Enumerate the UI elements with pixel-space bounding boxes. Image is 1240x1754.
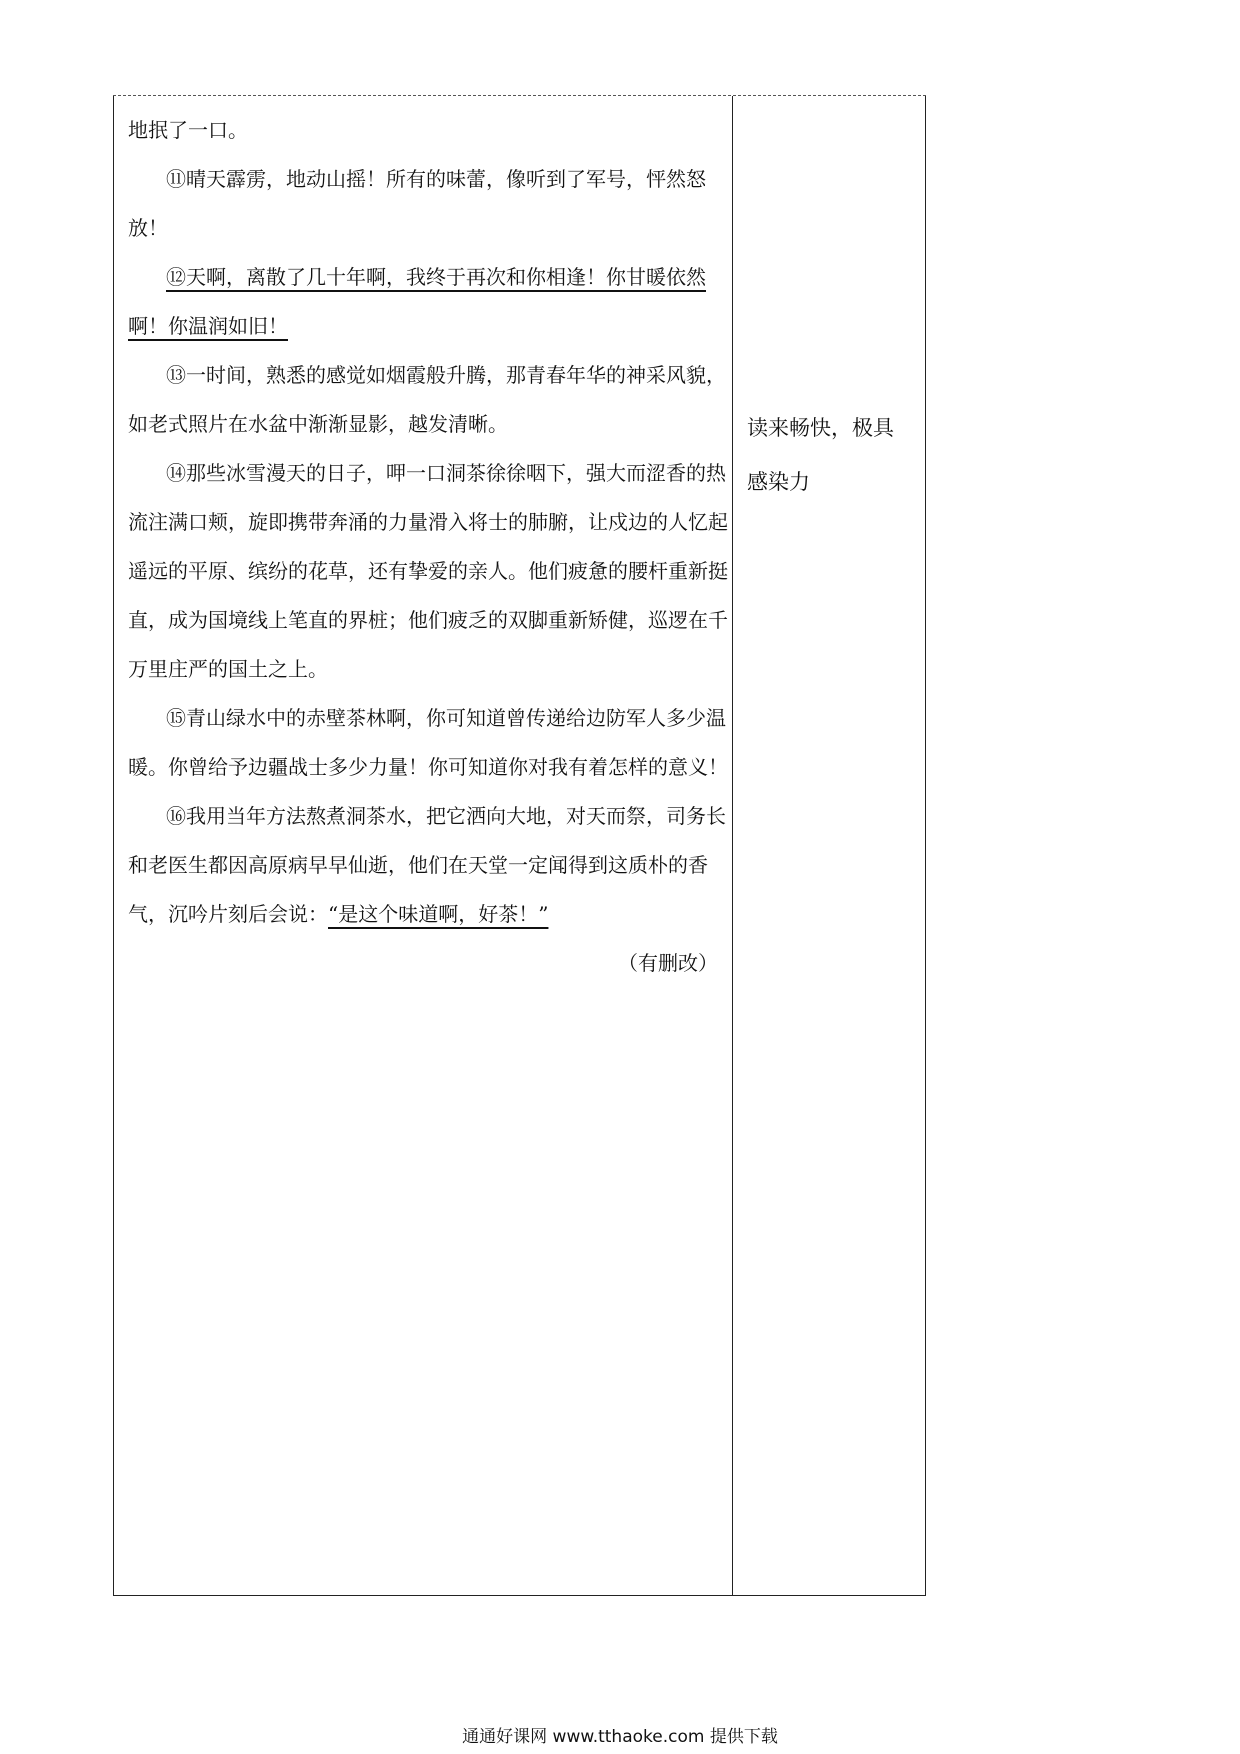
paragraph-10-end: 地抿了一口。	[128, 118, 248, 142]
paragraph-14: ⑭那些冰雪漫天的日子，呷一口洞茶徐徐咽下，强大而涩香的热流注满口颊，旋即携带奔涌的力量滑入将士的肺腑，让戍边的人忆起遥远的平原、缤纷的花草，还有挚爱的亲人。他们疲惫的腰杆重新挺直，成为国境线上笔直的界桩；他们疲乏的双脚重新矫健，巡逻在千万里庄严的国土之上。	[128, 461, 728, 681]
underlined-sentence: ⑫天啊，离散了几十年啊，我终于再次和你相逢！你甘暖依然啊！你温润如旧！	[128, 265, 706, 338]
paragraph-11: ⑪晴天霹雳，地动山摇！所有的味蕾，像听到了军号，怦然怒放！	[128, 167, 706, 240]
paragraph-16-text: ⑯我用当年方法熬煮洞茶水，把它洒向大地，对天而祭，司务长和老医生都因高原病早早仙逝，他们在天堂一定闻得到这质朴的香气，沉吟片刻后会说：	[128, 804, 726, 926]
comment-line-2: 感染力	[747, 470, 810, 494]
source-note: （有删改）	[618, 951, 718, 975]
annotation-comment	[747, 401, 917, 509]
paragraph-16	[128, 792, 728, 939]
passage-cell	[113, 96, 733, 1596]
comment-line-1: 读来畅快，极具	[747, 416, 894, 440]
paragraph-15: ⑮青山绿水中的赤壁茶林啊，你可知道曾传递给边防军人多少温暖。你曾给予边疆战士多少力量！你可知道你对我有着怎样的意义！	[128, 706, 728, 779]
footer-watermark: 通通好课网 www.tthaoke.com 提供下载	[462, 1727, 778, 1747]
underlined-quote: “是这个味道啊，好茶！”	[328, 902, 549, 926]
comment-cell	[733, 96, 926, 1596]
passage-text	[128, 106, 728, 988]
document-table	[113, 95, 926, 1596]
paragraph-13: ⑬一时间，熟悉的感觉如烟霞般升腾，那青春年华的神采风貌，如老式照片在水盆中渐渐显影，越发清晰。	[128, 363, 726, 436]
paragraph-12	[128, 253, 728, 351]
